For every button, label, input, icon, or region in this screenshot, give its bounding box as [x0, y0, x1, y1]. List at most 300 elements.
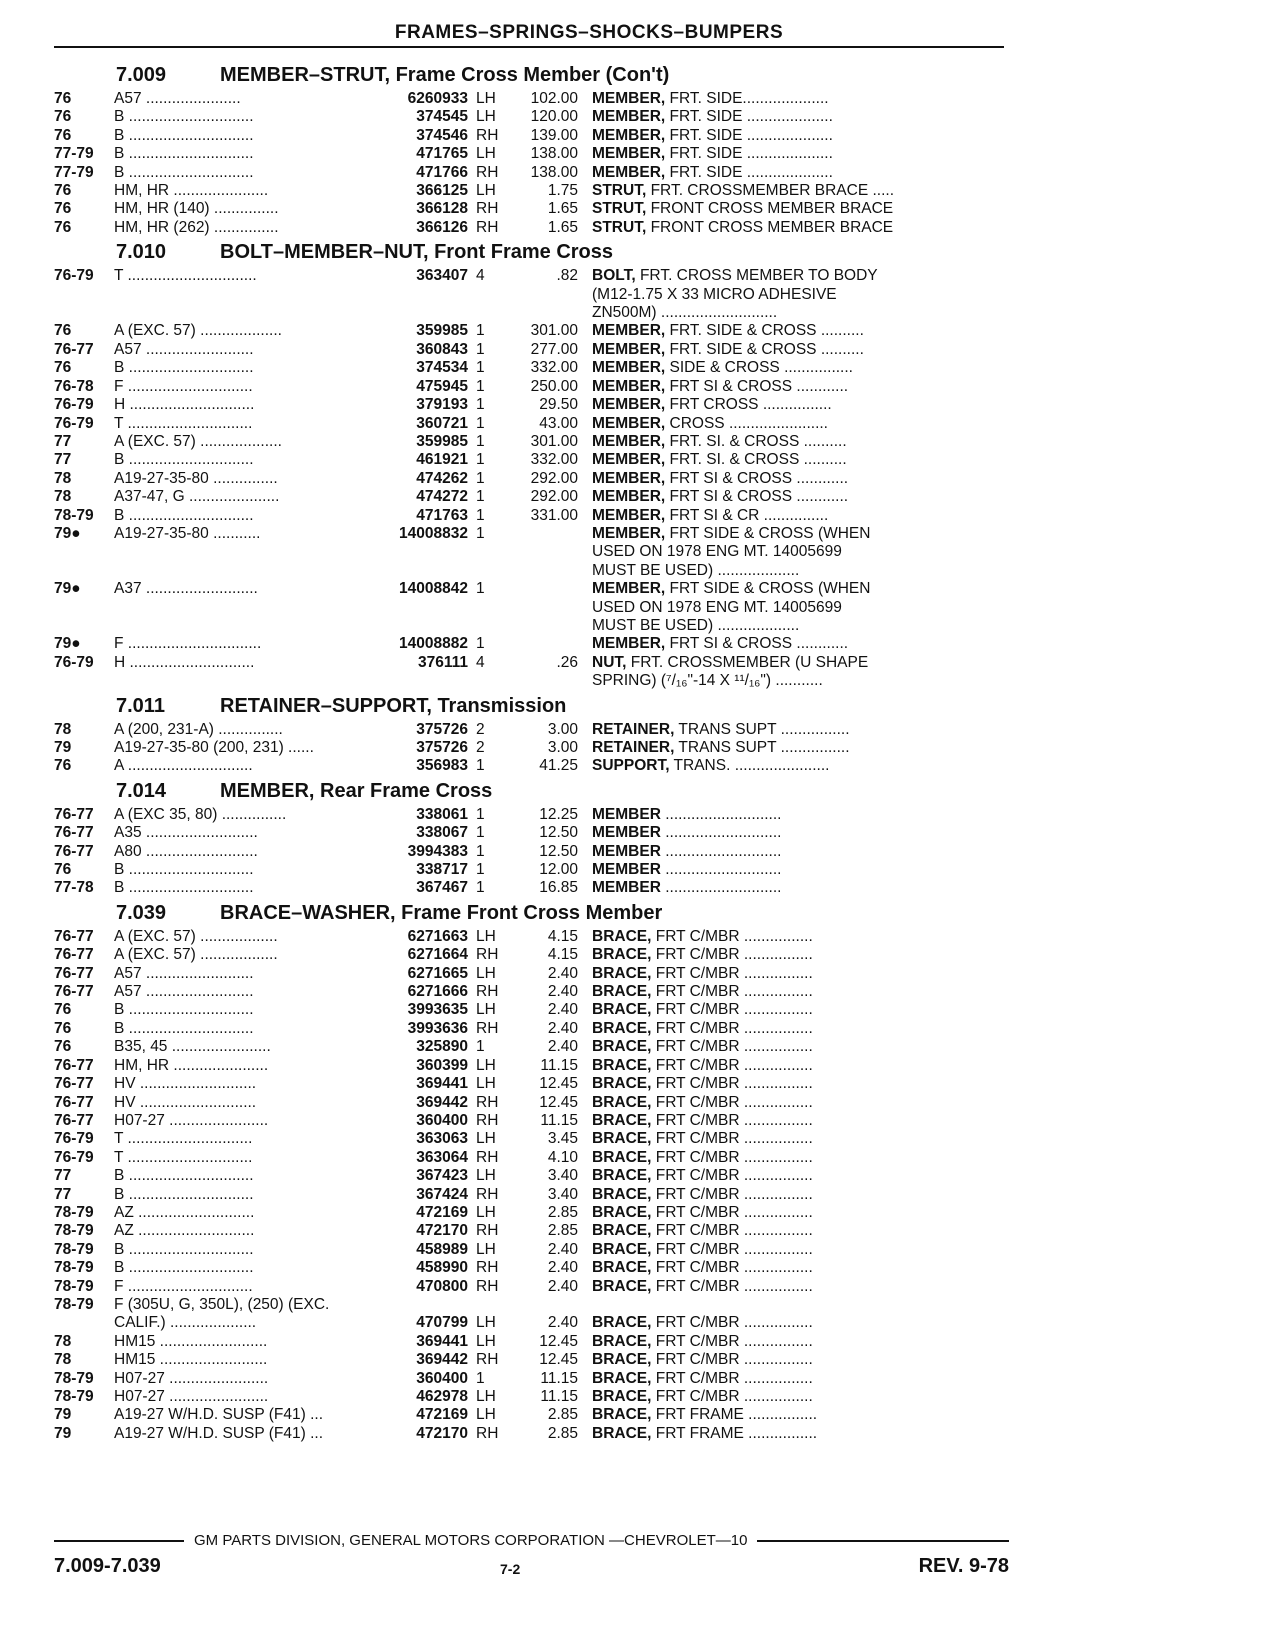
price: 41.25: [539, 757, 578, 775]
description-noun: MEMBER,: [592, 126, 666, 144]
model-year: 76-77: [54, 1056, 94, 1074]
table-row: [54, 1057, 1009, 1075]
quantity-side: LH: [476, 145, 496, 163]
part-number: [396, 1296, 468, 1314]
model-code: A19-27-35-80 ...........: [114, 524, 261, 542]
description: [578, 1370, 1009, 1388]
model-code: A (EXC. 57) ...................: [114, 432, 282, 450]
description-noun: MEMBER,: [592, 580, 666, 598]
description-detail: FRT C/MBR ................: [655, 1240, 813, 1258]
table-row: [54, 946, 1009, 964]
price: 12.45: [539, 1093, 578, 1111]
description-noun: MEMBER,: [592, 506, 666, 524]
description-detail: FRT C/MBR ................: [655, 1259, 813, 1277]
model-year: 76-79: [54, 414, 94, 432]
price: 2.40: [547, 1240, 578, 1258]
model-year: [54, 672, 114, 690]
price: 11.15: [540, 1111, 578, 1129]
quantity-side: [468, 562, 512, 580]
description: [578, 127, 1009, 145]
description-detail: FRT C/MBR ................: [655, 1167, 813, 1185]
description-detail: MUST BE USED) ...................: [592, 616, 800, 634]
model-year: 76-77: [54, 842, 94, 860]
table-row: [54, 219, 1009, 237]
model-code: A57 .........................: [114, 964, 254, 982]
description-detail: FRT C/MBR ................: [655, 1093, 813, 1111]
part-number: 470799: [416, 1314, 468, 1332]
model-year: 78-79: [54, 1240, 94, 1258]
model-year: 77-79: [54, 163, 94, 181]
part-number: 3994383: [407, 842, 468, 860]
quantity-side: 1: [476, 432, 485, 450]
price: 1.65: [547, 218, 578, 236]
description-noun: BRACE,: [592, 1001, 652, 1019]
quantity-side: 2: [476, 720, 485, 738]
description: [578, 757, 1009, 775]
description-noun: BRACE,: [592, 1038, 652, 1056]
price: 2.85: [547, 1424, 578, 1442]
description-noun: RETAINER,: [592, 720, 675, 738]
description-detail: MUST BE USED) ...................: [592, 561, 800, 579]
description: [578, 90, 1009, 108]
section-heading: [54, 60, 1009, 90]
model-year: 76: [54, 1001, 72, 1019]
model-year: 76-77: [54, 1111, 94, 1129]
description-noun: MEMBER: [592, 861, 661, 879]
price: [512, 617, 578, 635]
price: 4.15: [547, 946, 578, 964]
description-noun: BRACE,: [592, 1093, 652, 1111]
part-number: 461921: [416, 451, 468, 469]
model-code: B .............................: [114, 145, 254, 163]
description: [578, 617, 1009, 635]
price: 139.00: [530, 126, 578, 144]
model-code: B .............................: [114, 163, 254, 181]
description: [578, 562, 1009, 580]
part-number: 3993636: [407, 1019, 468, 1037]
section-title: RETAINER–SUPPORT, Transmission: [220, 694, 567, 717]
description-noun: BRACE,: [592, 964, 652, 982]
model-code: [114, 617, 396, 635]
description-detail: FRT CROSS ................: [669, 396, 832, 414]
table-row: [54, 1149, 1009, 1167]
description-noun: BRACE,: [592, 1148, 652, 1166]
part-number: 360400: [416, 1111, 468, 1129]
section-title: BOLT–MEMBER–NUT, Front Frame Cross: [220, 241, 614, 264]
price: 4.15: [547, 927, 578, 945]
description-detail: FRT C/MBR ................: [655, 1203, 813, 1221]
part-number: 363064: [416, 1148, 468, 1166]
part-number: 359985: [416, 322, 468, 340]
model-year: 78-79: [54, 506, 94, 524]
part-number: 471763: [416, 506, 468, 524]
description-noun: MEMBER,: [592, 414, 666, 432]
parts-catalog: [54, 60, 1009, 1443]
part-number: 376111: [417, 653, 468, 671]
table-row: [54, 1130, 1009, 1148]
part-number: [396, 617, 468, 635]
model-code: HV ...........................: [114, 1093, 257, 1111]
revision-date: REV. 9-78: [918, 1555, 1009, 1577]
model-code: A37 ..........................: [114, 580, 258, 598]
model-code: B .............................: [114, 108, 254, 126]
part-number: 458989: [416, 1240, 468, 1258]
model-year: [54, 286, 114, 304]
price: 12.50: [539, 824, 578, 842]
table-row: [54, 757, 1009, 775]
model-code: A57 .........................: [114, 340, 254, 358]
model-code: A (EXC. 57) ..................: [114, 927, 278, 945]
quantity-side: RH: [476, 1424, 499, 1442]
part-number: 366128: [416, 200, 468, 218]
description: [578, 543, 1009, 561]
part-number: 360721: [416, 414, 468, 432]
description: [578, 1259, 1009, 1277]
description-detail: SIDE & CROSS ................: [669, 359, 853, 377]
quantity-side: 1: [476, 359, 485, 377]
quantity-side: 1: [476, 488, 485, 506]
model-code: B .............................: [114, 1240, 254, 1258]
price: 3.00: [547, 720, 578, 738]
table-row: [54, 200, 1009, 218]
model-year: 76-77: [54, 1075, 94, 1093]
model-year: 76: [54, 322, 72, 340]
description: [578, 1167, 1009, 1185]
model-year: 79●: [54, 635, 81, 653]
table-row: [54, 562, 1009, 580]
price: 3.00: [547, 739, 578, 756]
model-code: HM15 .........................: [114, 1332, 268, 1350]
description-detail: FRT. SIDE ....................: [669, 108, 833, 126]
model-year: [54, 543, 114, 561]
quantity-side: 1: [476, 879, 485, 897]
quantity-side: LH: [476, 1056, 496, 1074]
model-year: [54, 617, 114, 635]
description-noun: BOLT,: [592, 267, 636, 285]
description-noun: BRACE,: [592, 946, 652, 964]
description-noun: MEMBER,: [592, 432, 666, 450]
table-row: [54, 806, 1009, 824]
table-row: [54, 635, 1009, 653]
description: [578, 1241, 1009, 1259]
part-number: 472169: [416, 1406, 468, 1424]
model-code: A (EXC 35, 80) ...............: [114, 805, 287, 823]
footer-rule-left: [54, 1540, 184, 1542]
table-row: [54, 1094, 1009, 1112]
description-noun: BRACE,: [592, 983, 652, 1001]
model-code: T .............................: [114, 1130, 253, 1148]
part-number: 374534: [416, 359, 468, 377]
model-year: 78: [54, 1332, 72, 1350]
model-year: 76: [54, 90, 72, 107]
part-number: 367424: [416, 1185, 468, 1203]
part-number: 367467: [416, 879, 468, 897]
table-row: [54, 1075, 1009, 1093]
model-year: 78-79: [54, 1388, 94, 1405]
description-detail: FRT SI & CROSS ............: [669, 635, 849, 653]
table-row: [54, 1112, 1009, 1130]
price: [512, 304, 578, 322]
description: [578, 1001, 1009, 1019]
description: [578, 824, 1009, 842]
quantity-side: LH: [476, 1203, 496, 1221]
table-row: [54, 617, 1009, 635]
model-code: HM, HR (262) ...............: [114, 218, 279, 236]
description-detail: FRT SI & CROSS ............: [669, 469, 849, 487]
quantity-side: RH: [476, 1222, 499, 1240]
table-row: [54, 145, 1009, 163]
part-number: 475945: [416, 377, 468, 395]
model-code: B .............................: [114, 451, 254, 469]
description-noun: MEMBER,: [592, 145, 666, 163]
model-year: 78: [54, 1351, 72, 1369]
description-detail: FRT. SIDE ....................: [669, 163, 833, 181]
section-number: 7.039: [116, 901, 167, 924]
description-detail: FRT. SI. & CROSS ..........: [669, 451, 847, 469]
price: .26: [556, 653, 578, 671]
price: 12.45: [539, 1332, 578, 1350]
description-detail: ...........................: [665, 824, 782, 842]
model-code: B .............................: [114, 1185, 254, 1203]
description-detail: FRT C/MBR ................: [655, 1314, 813, 1332]
description-detail: (M12-1.75 X 33 MICRO ADHESIVE: [592, 285, 837, 303]
description-noun: MEMBER,: [592, 322, 666, 340]
model-code: HM, HR ......................: [114, 182, 269, 200]
description-detail: SPRING) (⁷/₁₆"-14 X ¹¹/₁₆") ...........: [592, 672, 823, 690]
price: 2.40: [547, 1019, 578, 1037]
part-number: 338067: [416, 824, 468, 842]
description-detail: FRT FRAME ................: [655, 1406, 818, 1424]
table-row: [54, 1001, 1009, 1019]
model-year: 76: [54, 218, 72, 236]
description-noun: BRACE,: [592, 1167, 652, 1185]
quantity-side: 1: [476, 805, 485, 823]
price: 12.45: [539, 1351, 578, 1369]
table-row: [54, 1259, 1009, 1277]
description: [578, 599, 1009, 617]
model-code: CALIF.) ....................: [114, 1314, 257, 1332]
description-noun: BRACE,: [592, 1259, 652, 1277]
description-noun: MEMBER,: [592, 90, 666, 107]
model-year: 78: [54, 488, 72, 506]
description: [578, 879, 1009, 897]
price: [512, 1296, 578, 1314]
description-detail: FRT. SIDE & CROSS ..........: [669, 340, 864, 358]
description: [578, 1149, 1009, 1167]
part-number: 14008842: [399, 580, 468, 598]
part-number: 360399: [416, 1056, 468, 1074]
table-row: [54, 396, 1009, 414]
part-number: 363407: [416, 267, 468, 285]
model-code: A (200, 231-A) ...............: [114, 720, 283, 738]
price: 11.15: [540, 1369, 578, 1387]
description-noun: BRACE,: [592, 1111, 652, 1129]
part-number: 462978: [416, 1388, 468, 1405]
model-year: 76-78: [54, 377, 94, 395]
description-detail: FRT C/MBR ................: [655, 946, 813, 964]
model-code: B .............................: [114, 1259, 254, 1277]
table-row: [54, 108, 1009, 126]
part-number: 366125: [416, 182, 468, 200]
description: [578, 359, 1009, 377]
part-number: 6271663: [407, 927, 468, 945]
quantity-side: RH: [476, 163, 499, 181]
description-noun: BRACE,: [592, 1240, 652, 1258]
part-number: 6271665: [407, 964, 468, 982]
table-row: [54, 415, 1009, 433]
description: [578, 1204, 1009, 1222]
description-detail: FRT C/MBR ................: [655, 1369, 813, 1387]
description-detail: FRT C/MBR ................: [655, 1056, 813, 1074]
part-number: 338717: [416, 861, 468, 879]
model-code: B .............................: [114, 861, 254, 879]
price: 331.00: [530, 506, 578, 524]
model-year: 76-77: [54, 964, 94, 982]
model-code: B .............................: [114, 1001, 254, 1019]
description-noun: BRACE,: [592, 1314, 652, 1332]
model-year: 76: [54, 200, 72, 218]
part-number: 366126: [416, 218, 468, 236]
table-row: [54, 304, 1009, 322]
model-year: 76-77: [54, 805, 94, 823]
description-detail: FRT. SIDE ....................: [669, 126, 833, 144]
description-noun: BRACE,: [592, 1075, 652, 1093]
description: [578, 396, 1009, 414]
description-detail: CROSS .......................: [669, 414, 828, 432]
quantity-side: LH: [476, 927, 496, 945]
description-detail: FRT SI & CROSS ............: [669, 377, 849, 395]
price: 12.45: [539, 1075, 578, 1093]
description: [578, 635, 1009, 653]
description-detail: FRT C/MBR ................: [655, 1222, 813, 1240]
price: 3.40: [547, 1185, 578, 1203]
description: [578, 1278, 1009, 1296]
description-noun: BRACE,: [592, 1185, 652, 1203]
description-detail: FRT. CROSSMEMBER (U SHAPE: [630, 653, 869, 671]
model-year: [54, 304, 114, 322]
price: 2.40: [547, 1277, 578, 1295]
table-row: [54, 1020, 1009, 1038]
description-noun: BRACE,: [592, 1388, 652, 1405]
quantity-side: LH: [476, 964, 496, 982]
price: [512, 672, 578, 690]
description-noun: MEMBER: [592, 879, 661, 897]
part-number: 379193: [416, 396, 468, 414]
description: [578, 1425, 1009, 1443]
model-code: B .............................: [114, 359, 254, 377]
part-number: 471765: [416, 145, 468, 163]
price: 11.15: [540, 1056, 578, 1074]
quantity-side: RH: [476, 1111, 499, 1129]
part-number: [396, 304, 468, 322]
part-number: 472170: [416, 1222, 468, 1240]
description-noun: BRACE,: [592, 1406, 652, 1424]
model-year: 78-79: [54, 1222, 94, 1240]
quantity-side: [468, 286, 512, 304]
description-detail: TRANS SUPT ................: [678, 739, 850, 756]
quantity-side: RH: [476, 1277, 499, 1295]
section-heading: [54, 691, 1009, 721]
quantity-side: RH: [476, 200, 499, 218]
description: [578, 843, 1009, 861]
description-noun: BRACE,: [592, 1203, 652, 1221]
table-row: [54, 928, 1009, 946]
table-row: [54, 965, 1009, 983]
model-year: 76-79: [54, 396, 94, 414]
quantity-side: RH: [476, 1019, 499, 1037]
part-number: 6260933: [407, 90, 468, 107]
description: [578, 1038, 1009, 1056]
description-noun: MEMBER,: [592, 359, 666, 377]
model-year: 76: [54, 1019, 72, 1037]
model-code: A19-27 W/H.D. SUSP (F41) ...: [114, 1424, 324, 1442]
page-number: 7-2: [500, 1561, 521, 1577]
description-noun: STRUT,: [592, 182, 647, 200]
model-code: [114, 304, 396, 322]
table-row: [54, 1038, 1009, 1056]
page-header: [54, 22, 1004, 48]
part-number: 14008882: [399, 635, 468, 653]
description-noun: MEMBER,: [592, 396, 666, 414]
table-row: [54, 525, 1009, 543]
description-noun: MEMBER,: [592, 108, 666, 126]
description-detail: FRT C/MBR ................: [655, 1148, 813, 1166]
price: [512, 635, 578, 653]
part-number: 325890: [416, 1038, 468, 1056]
description-noun: STRUT,: [592, 200, 647, 218]
description: [578, 507, 1009, 525]
part-number: 474272: [416, 488, 468, 506]
price: 2.85: [547, 1203, 578, 1221]
model-year: 79●: [54, 580, 81, 598]
quantity-side: 1: [476, 322, 485, 340]
model-year: 77-79: [54, 145, 94, 163]
quantity-side: 1: [476, 340, 485, 358]
part-number: 374546: [416, 126, 468, 144]
price: [512, 286, 578, 304]
quantity-side: LH: [476, 1130, 496, 1148]
quantity-side: LH: [476, 1406, 496, 1424]
description-detail: TRANS SUPT ................: [678, 720, 850, 738]
description-noun: MEMBER: [592, 842, 661, 860]
description: [578, 721, 1009, 739]
table-row: [54, 580, 1009, 598]
model-year: 79: [54, 739, 72, 756]
description: [578, 182, 1009, 200]
description-noun: SUPPORT,: [592, 757, 670, 775]
model-year: 76: [54, 108, 72, 126]
model-year: 76-77: [54, 824, 94, 842]
model-code: A (EXC. 57) ...................: [114, 322, 282, 340]
part-number: 356983: [416, 757, 468, 775]
description-detail: FRT C/MBR ................: [655, 1038, 813, 1056]
table-row: [54, 488, 1009, 506]
model-year: 76-77: [54, 1093, 94, 1111]
model-code: [114, 286, 396, 304]
model-code: H07-27 .......................: [114, 1369, 269, 1387]
model-year: 76: [54, 126, 72, 144]
table-row: [54, 1296, 1009, 1314]
quantity-side: RH: [476, 126, 499, 144]
part-number: 472170: [416, 1424, 468, 1442]
price: 120.00: [530, 108, 578, 126]
description-detail: FRT C/MBR ................: [655, 1001, 813, 1019]
description: [578, 1296, 1009, 1314]
model-year: 76-77: [54, 946, 94, 964]
description: [578, 322, 1009, 340]
quantity-side: 2: [476, 739, 485, 756]
description: [578, 145, 1009, 163]
